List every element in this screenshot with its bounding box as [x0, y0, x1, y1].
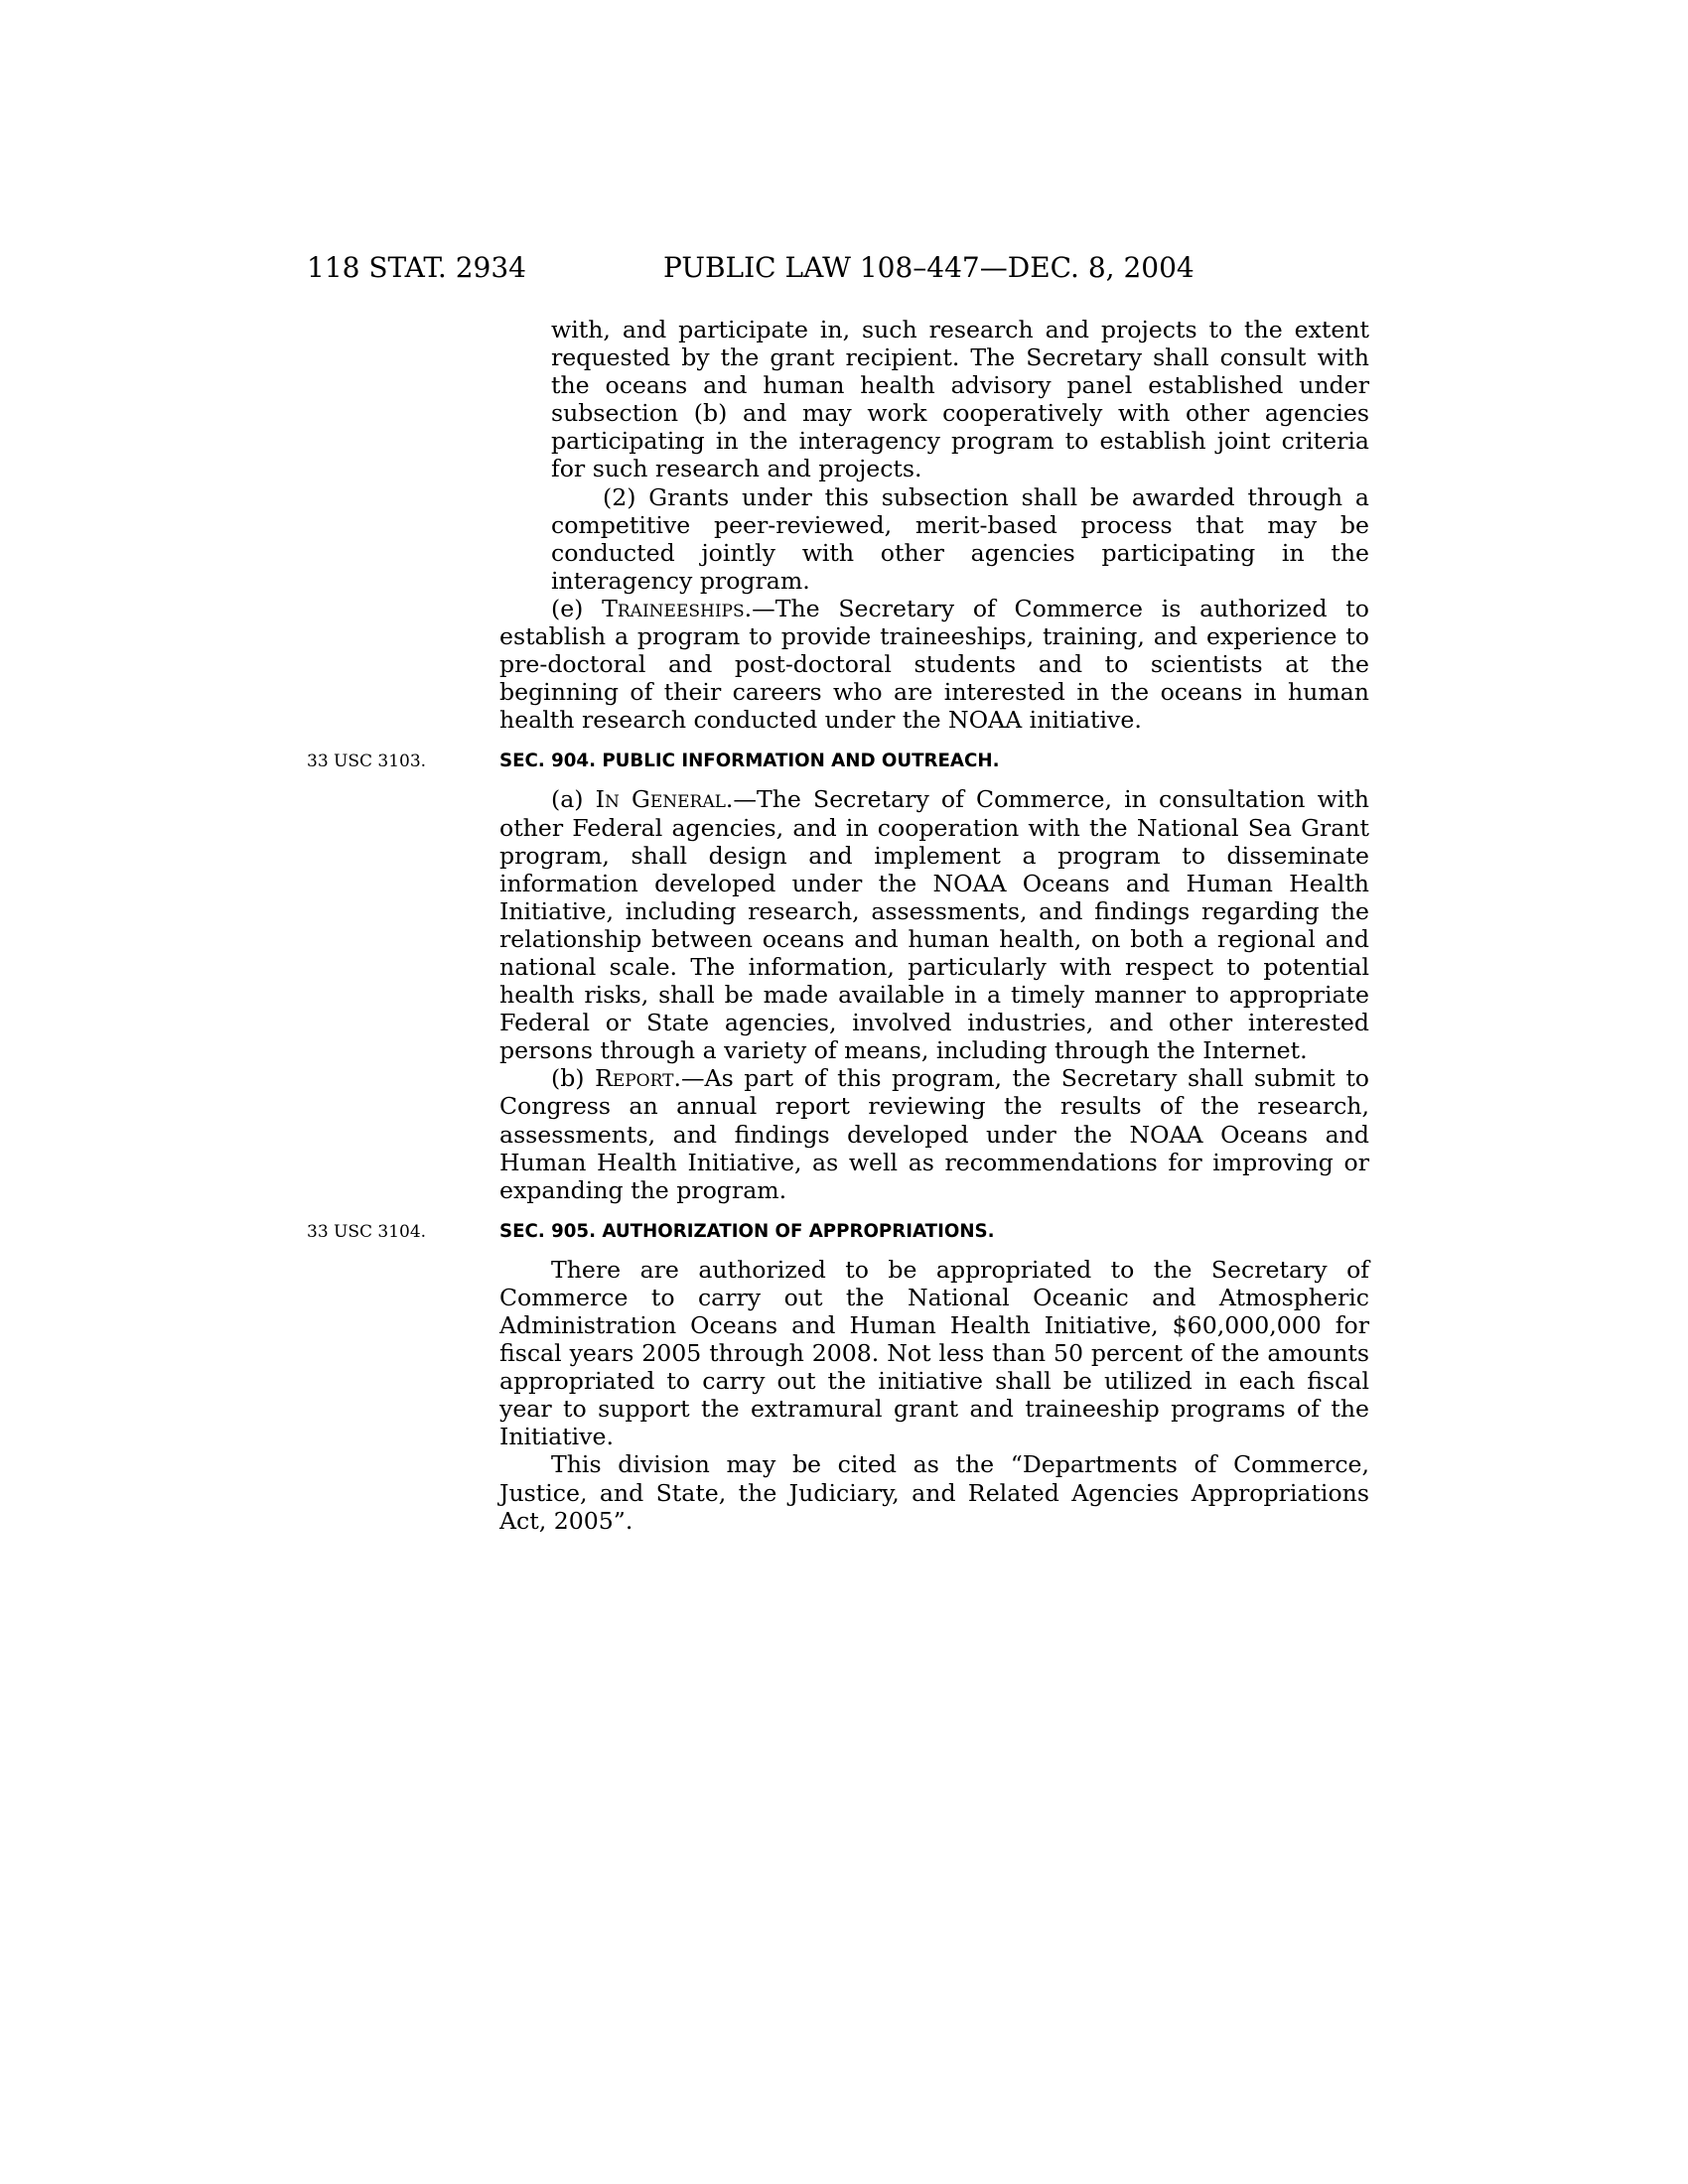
section-905-heading — [307, 1218, 1369, 1246]
section-905-title: SEC. 905. AUTHORIZATION OF APPROPRIATIONS. — [499, 1220, 995, 1242]
continued-paragraph: with, and participate in, such research and projects to the extent requested by the grant recipient. The Secretary shall consult with the oceans and human health advisory panel established under subsection (b) and may work cooperatively with other agencies participating in the interagency program to establish joint criteria for such research and projects. — [551, 316, 1369, 483]
subsection-a-text: .—The Secretary of Commerce, in consultation with other Federal agencies, and in cooperation with the National Sea Grant program, shall design and implement a program to disseminate information developed under the NOAA Oceans and Human Health Initiative, including research, assessments, and findings regarding the relationship between oceans and human health, on both a regional and national scale. The information, particularly with respect to potential health risks, shall be made available in a timely manner to appropriate Federal or State agencies, involved industries, and other interested persons through a variety of means, including through the Internet. — [499, 785, 1369, 1065]
subsection-e-label: (e) — [551, 594, 603, 622]
paragraph-2-text: (2) Grants under this subsection shall be awarded through a competitive peer-reviewed, merit-based process that may be conducted jointly with other agencies participating in the interagency program. — [551, 482, 1369, 595]
subsection-e-text: .—The Secretary of Commerce is authorized to establish a program to provide traineeships, training, and experience to pre-doctoral and post-doctoral students and to scientists at the beginning of their careers who are interested in the oceans in human health research conducted under the NOAA initiative. — [499, 594, 1369, 735]
section-904-title: SEC. 904. PUBLIC INFORMATION AND OUTREACH. — [499, 751, 1000, 772]
subsection-b-text: .—As part of this program, the Secretary shall submit to Congress an annual report reviewing the results of the research, assessments, and findings developed under the NOAA Oceans and Human Health Initiative, as well as recommendations for improving or expanding the program. — [499, 1064, 1370, 1204]
subsection-e-heading: Traineeships — [602, 594, 745, 622]
section-904-subsection-a — [499, 785, 1369, 1064]
subsection-a-label: (a) — [551, 785, 596, 814]
paragraph-2 — [499, 483, 1369, 595]
document-body — [307, 316, 1370, 1535]
section-904-heading — [307, 748, 1369, 775]
page-header — [0, 250, 1688, 290]
margin-note-3104: 33 USC 3104. — [307, 1221, 427, 1242]
subsection-e — [499, 595, 1369, 734]
statute-page-number: 118 STAT. 2934 — [307, 251, 526, 284]
subsection-a-heading: In General — [595, 785, 726, 814]
subsection-b-label: (b) — [551, 1064, 596, 1093]
division-citation-paragraph: This division may be cited as the “Departments of Commerce, Justice, and State, the Judiciary, and Related Agencies Appropriations Act, 2005”. — [499, 1450, 1369, 1535]
section-904-subsection-b — [499, 1064, 1369, 1203]
subsection-b-heading: Report — [595, 1064, 674, 1093]
margin-note-3103: 33 USC 3103. — [307, 751, 427, 772]
section-905-paragraph-1: There are authorized to be appropriated to the Secretary of Commerce to carry out the National Oceanic and Atmospheric Administration Oceans and Human Health Initiative, $60,000,000 for fiscal years 2005 through 2008. Not less than 50 percent of the amounts appropriated to carry out the initiative shall be utilized in each fiscal year to support the extramural grant and traineeship programs of the Initiative. — [499, 1255, 1369, 1451]
public-law-title: PUBLIC LAW 108–447—DEC. 8, 2004 — [663, 251, 1195, 284]
